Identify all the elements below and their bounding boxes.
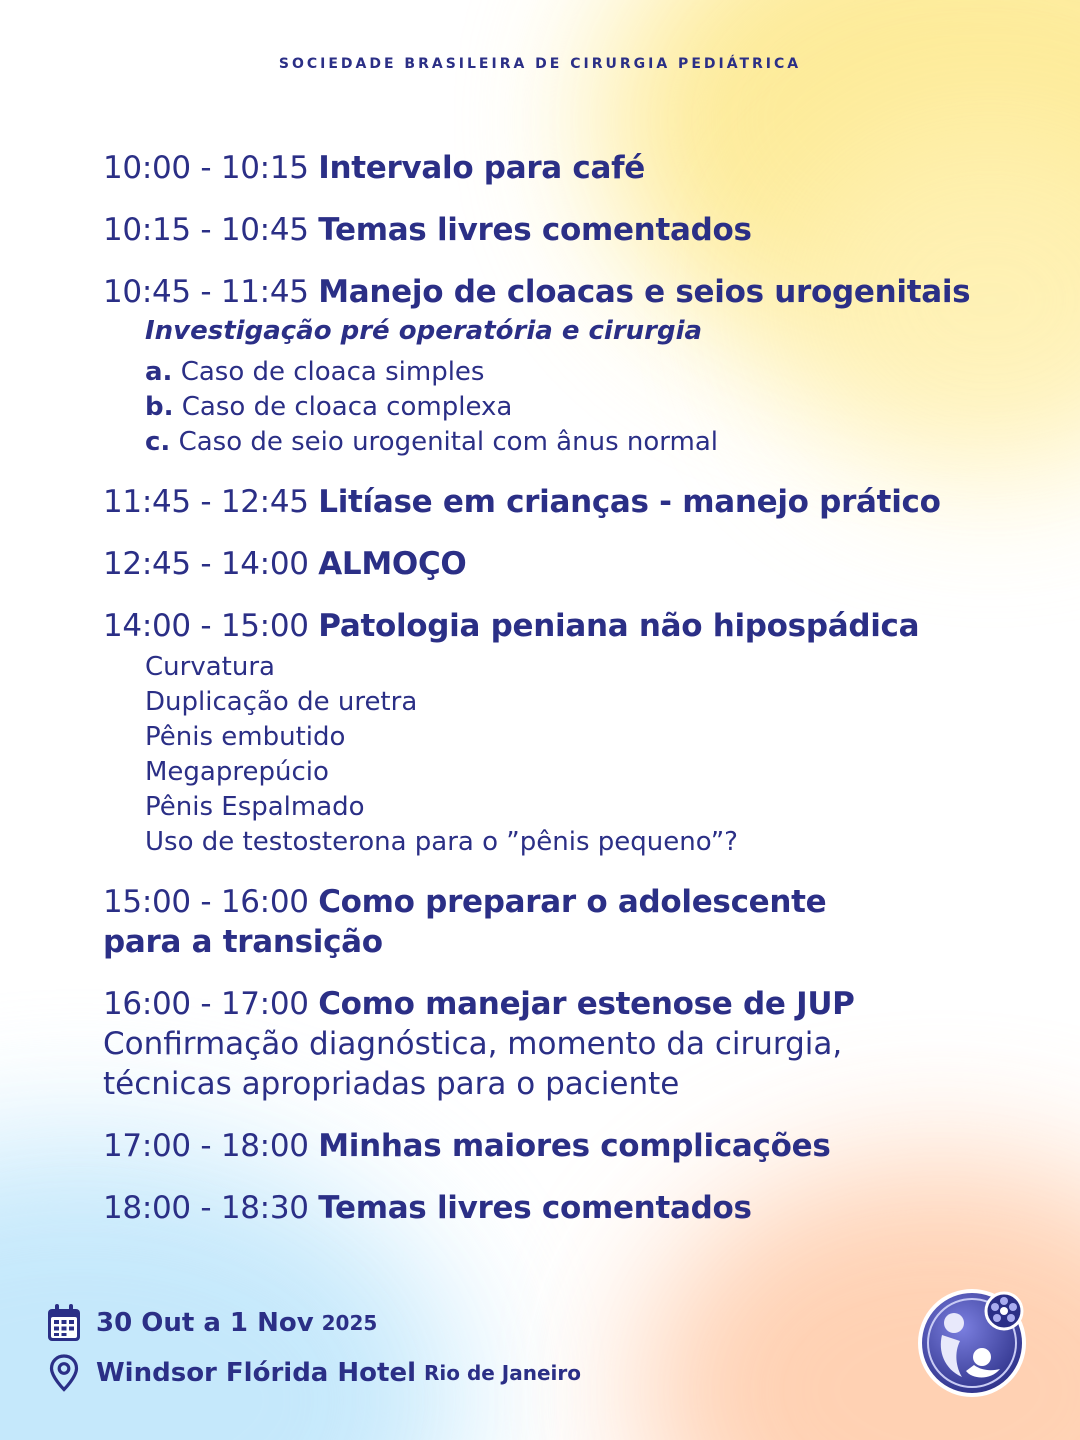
list-letter: a. xyxy=(145,357,173,387)
venue-main: Windsor Flórida Hotel xyxy=(96,1358,416,1388)
item-description: técnicas apropriadas para o paciente xyxy=(103,1066,680,1102)
topic-item: Uso de testosterona para o ”pênis pequeno”? xyxy=(145,827,738,857)
item-title: Temas livres comentados xyxy=(318,1190,752,1226)
organization-name: SOCIEDADE BRASILEIRA DE CIRURGIA PEDIÁTRICA xyxy=(278,56,802,72)
item-time: 15:00 - 16:00 xyxy=(103,884,309,920)
item-title: Temas livres comentados xyxy=(318,212,752,248)
list-item xyxy=(103,390,983,425)
item-time: 12:45 - 14:00 xyxy=(103,546,309,582)
item-time: 14:00 - 15:00 xyxy=(103,608,309,644)
topic-item: Duplicação de uretra xyxy=(145,687,418,717)
venue-city: Rio de Janeiro xyxy=(424,1361,582,1385)
schedule-item xyxy=(103,606,983,860)
schedule-item xyxy=(103,482,983,522)
event-venue xyxy=(46,1348,581,1398)
schedule-item xyxy=(103,148,983,188)
list-letter: b. xyxy=(145,392,174,422)
society-logo xyxy=(916,1283,1032,1399)
item-title-continued: para a transição xyxy=(103,924,383,960)
list-item xyxy=(103,425,983,460)
item-title: Manejo de cloacas e seios urogenitais xyxy=(318,274,971,310)
list-text: Caso de cloaca simples xyxy=(180,357,485,387)
event-info xyxy=(46,1298,581,1398)
list-text: Caso de cloaca complexa xyxy=(181,392,513,422)
item-time: 16:00 - 17:00 xyxy=(103,986,309,1022)
item-title: Como manejar estenose de JUP xyxy=(318,986,855,1022)
schedule-item xyxy=(103,1188,983,1228)
event-date xyxy=(46,1298,581,1348)
topic-item: Megaprepúcio xyxy=(145,757,329,787)
schedule-item xyxy=(103,882,983,962)
schedule-item xyxy=(103,544,983,584)
schedule-item xyxy=(103,1126,983,1166)
item-time: 10:15 - 10:45 xyxy=(103,212,309,248)
calendar-icon xyxy=(46,1303,82,1343)
location-pin-icon xyxy=(46,1353,82,1393)
date-main: 30 Out a 1 Nov xyxy=(96,1308,314,1338)
list-text: Caso de seio urogenital com ânus normal xyxy=(178,427,718,457)
item-subtitle: Investigação pré operatória e cirurgia xyxy=(145,316,703,346)
item-title: Como preparar o adolescente xyxy=(318,884,827,920)
item-title: ALMOÇO xyxy=(318,546,467,582)
item-time: 17:00 - 18:00 xyxy=(103,1128,309,1164)
item-title: Patologia peniana não hipospádica xyxy=(318,608,920,644)
item-title: Litíase em crianças - manejo prático xyxy=(318,484,941,520)
item-time: 10:45 - 11:45 xyxy=(103,274,309,310)
item-title: Minhas maiores complicações xyxy=(318,1128,831,1164)
item-time: 18:00 - 18:30 xyxy=(103,1190,309,1226)
item-time: 11:45 - 12:45 xyxy=(103,484,309,520)
topic-item: Curvatura xyxy=(145,652,275,682)
topic-item: Pênis embutido xyxy=(145,722,346,752)
topic-item: Pênis Espalmado xyxy=(145,792,365,822)
schedule-item xyxy=(103,272,983,460)
list-item xyxy=(103,355,983,390)
item-description: Confirmação diagnóstica, momento da cirurgia, xyxy=(103,1026,843,1062)
schedule-item xyxy=(103,984,983,1104)
schedule-item xyxy=(103,210,983,250)
date-year: 2025 xyxy=(321,1311,378,1335)
item-title: Intervalo para café xyxy=(318,150,646,186)
schedule-list xyxy=(103,148,983,1250)
list-letter: c. xyxy=(145,427,171,457)
item-time: 10:00 - 10:15 xyxy=(103,150,309,186)
